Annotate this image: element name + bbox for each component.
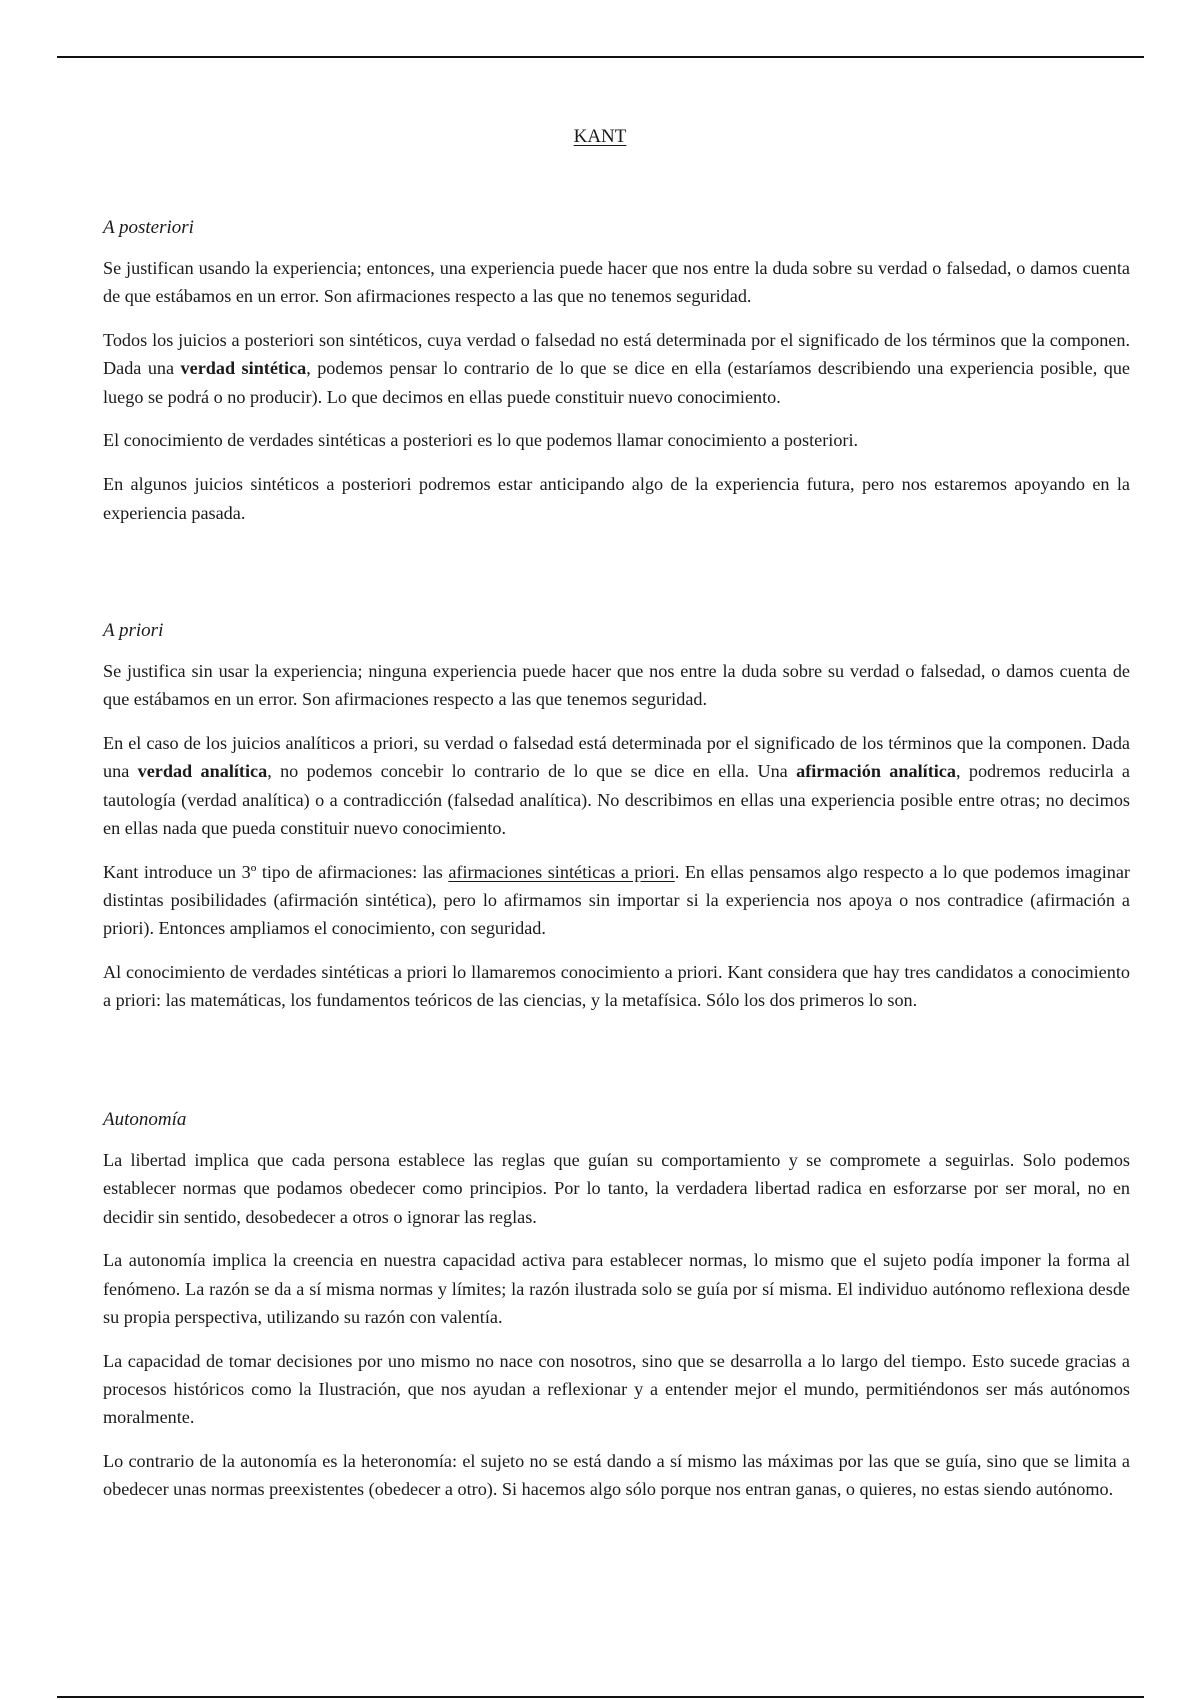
text-segment: Se justifica sin usar la experiencia; ninguna experiencia puede hacer que nos entre la duda sobre su verdad o falsedad, o damos cuenta de que estábamos en un error. Son afirmaciones respecto a las que tenemos seguridad. [103, 661, 1130, 710]
paragraph [103, 729, 1130, 842]
section-a-posteriori [103, 215, 1130, 542]
text-segment: En el caso de los juicios analíticos a priori, su verdad o falsedad está determinada por el significado de los términos que la componen. Dada una [103, 733, 1130, 782]
paragraph [103, 426, 1130, 454]
paragraph [103, 326, 1130, 411]
text-segment: La libertad implica que cada persona establece las reglas que guían su comportamiento y se compromete a seguirlas. Solo podemos establecer normas que podamos obedecer como principios. Por lo tanto, la verdadera libertad radica en esforzarse por ser moral, no en decidir sin sentido, desobedecer a otros o ignorar las reglas. [103, 1150, 1130, 1227]
paragraph [103, 1146, 1130, 1231]
paragraph [103, 858, 1130, 943]
text-segment: La autonomía implica la creencia en nuestra capacidad activa para establecer normas, lo mismo que el sujeto podía imponer la forma al fenómeno. La razón se da a sí misma normas y límites; la razón ilustrada solo se guía por sí misma. El individuo autónomo reflexiona desde su propia perspectiva, utilizando su razón con valentía. [103, 1250, 1130, 1327]
text-segment: Todos los juicios a posteriori son sintéticos, cuya verdad o falsedad no está determinada por el significado de los términos que la componen. Dada una [103, 330, 1130, 379]
section-heading: A posteriori [103, 217, 194, 238]
section-heading: A priori [103, 620, 164, 641]
paragraph [103, 254, 1130, 311]
paragraph [103, 958, 1130, 1015]
section-autonomia [103, 1107, 1130, 1519]
bottom-rule [57, 1696, 1144, 1698]
text-segment: Kant introduce un 3º tipo de afirmaciones: las [103, 861, 449, 882]
text-segment: Al conocimiento de verdades sintéticas a priori lo llamaremos conocimiento a priori. Kant considera que hay tres candidatos a conocimiento a priori: las matemáticas, los fundamentos teóricos de las ciencias, y la metafísica. Sólo los dos primeros lo son. [103, 962, 1130, 1011]
text-segment: Se justifican usando la experiencia; entonces, una experiencia puede hacer que nos entre la duda sobre su verdad o falsedad, o damos cuenta de que estábamos en un error. Son afirmaciones respecto a las que no tenemos seguridad. [103, 258, 1130, 307]
paragraph [103, 1347, 1130, 1432]
section-heading: Autonomía [103, 1109, 187, 1130]
top-rule [57, 56, 1144, 58]
paragraph [103, 470, 1130, 527]
paragraph [103, 657, 1130, 714]
page-title: KANT [573, 126, 627, 147]
text-segment: . En ellas pensamos algo respecto a lo que podemos imaginar distintas posibilidades (afirmación sintética), pero lo afirmamos sin importar si la experiencia nos apoya o nos contradice (afirmación a priori). Entonces ampliamos el conocimiento, con seguridad. [103, 861, 1130, 939]
paragraph [103, 1246, 1130, 1331]
text-segment: En algunos juicios sintéticos a posteriori podremos estar anticipando algo de la experiencia futura, pero nos estaremos apoyando en la experiencia pasada. [103, 474, 1130, 523]
text-segment: , podremos reducirla a tautología (verdad analítica) o a contradicción (falsedad analítica). No describimos en ellas una experiencia posible entre otras; no decimos en ellas nada que pueda constituir nuevo conocimiento. [103, 761, 1130, 838]
text-segment: El conocimiento de verdades sintéticas a posteriori es lo que podemos llamar conocimiento a posteriori. [103, 430, 859, 451]
text-segment: , no podemos concebir lo contrario de lo que se dice en ella. Una [267, 761, 797, 782]
bold-term: verdad sintética [180, 358, 307, 379]
section-a-priori [103, 618, 1130, 1030]
bold-term: afirmación analítica [796, 761, 956, 782]
text-segment: La capacidad de tomar decisiones por uno mismo no nace con nosotros, sino que se desarrolla a lo largo del tiempo. Esto sucede gracias a procesos históricos como la Ilustración, que nos ayudan a reflexionar y a entender mejor el mundo, permitiéndonos ser más autónomos moralmente. [103, 1350, 1130, 1428]
underlined-term: afirmaciones sintéticas a priori [448, 861, 675, 882]
bold-term: verdad analítica [137, 761, 268, 782]
text-segment: , podemos pensar lo contrario de lo que se dice en ella (estaríamos describiendo una experiencia posible, que luego se podrá o no producir). Lo que decimos en ellas puede constituir nuevo conocimiento. [103, 358, 1130, 407]
text-segment: Lo contrario de la autonomía es la heteronomía: el sujeto no se está dando a sí mismo las máximas por las que se guía, sino que se limita a obedecer unas normas preexistentes (obedecer a otro). Si hacemos algo sólo porque nos entran ganas, o quieres, no estas siendo autónomo. [103, 1451, 1130, 1500]
paragraph [103, 1447, 1130, 1504]
